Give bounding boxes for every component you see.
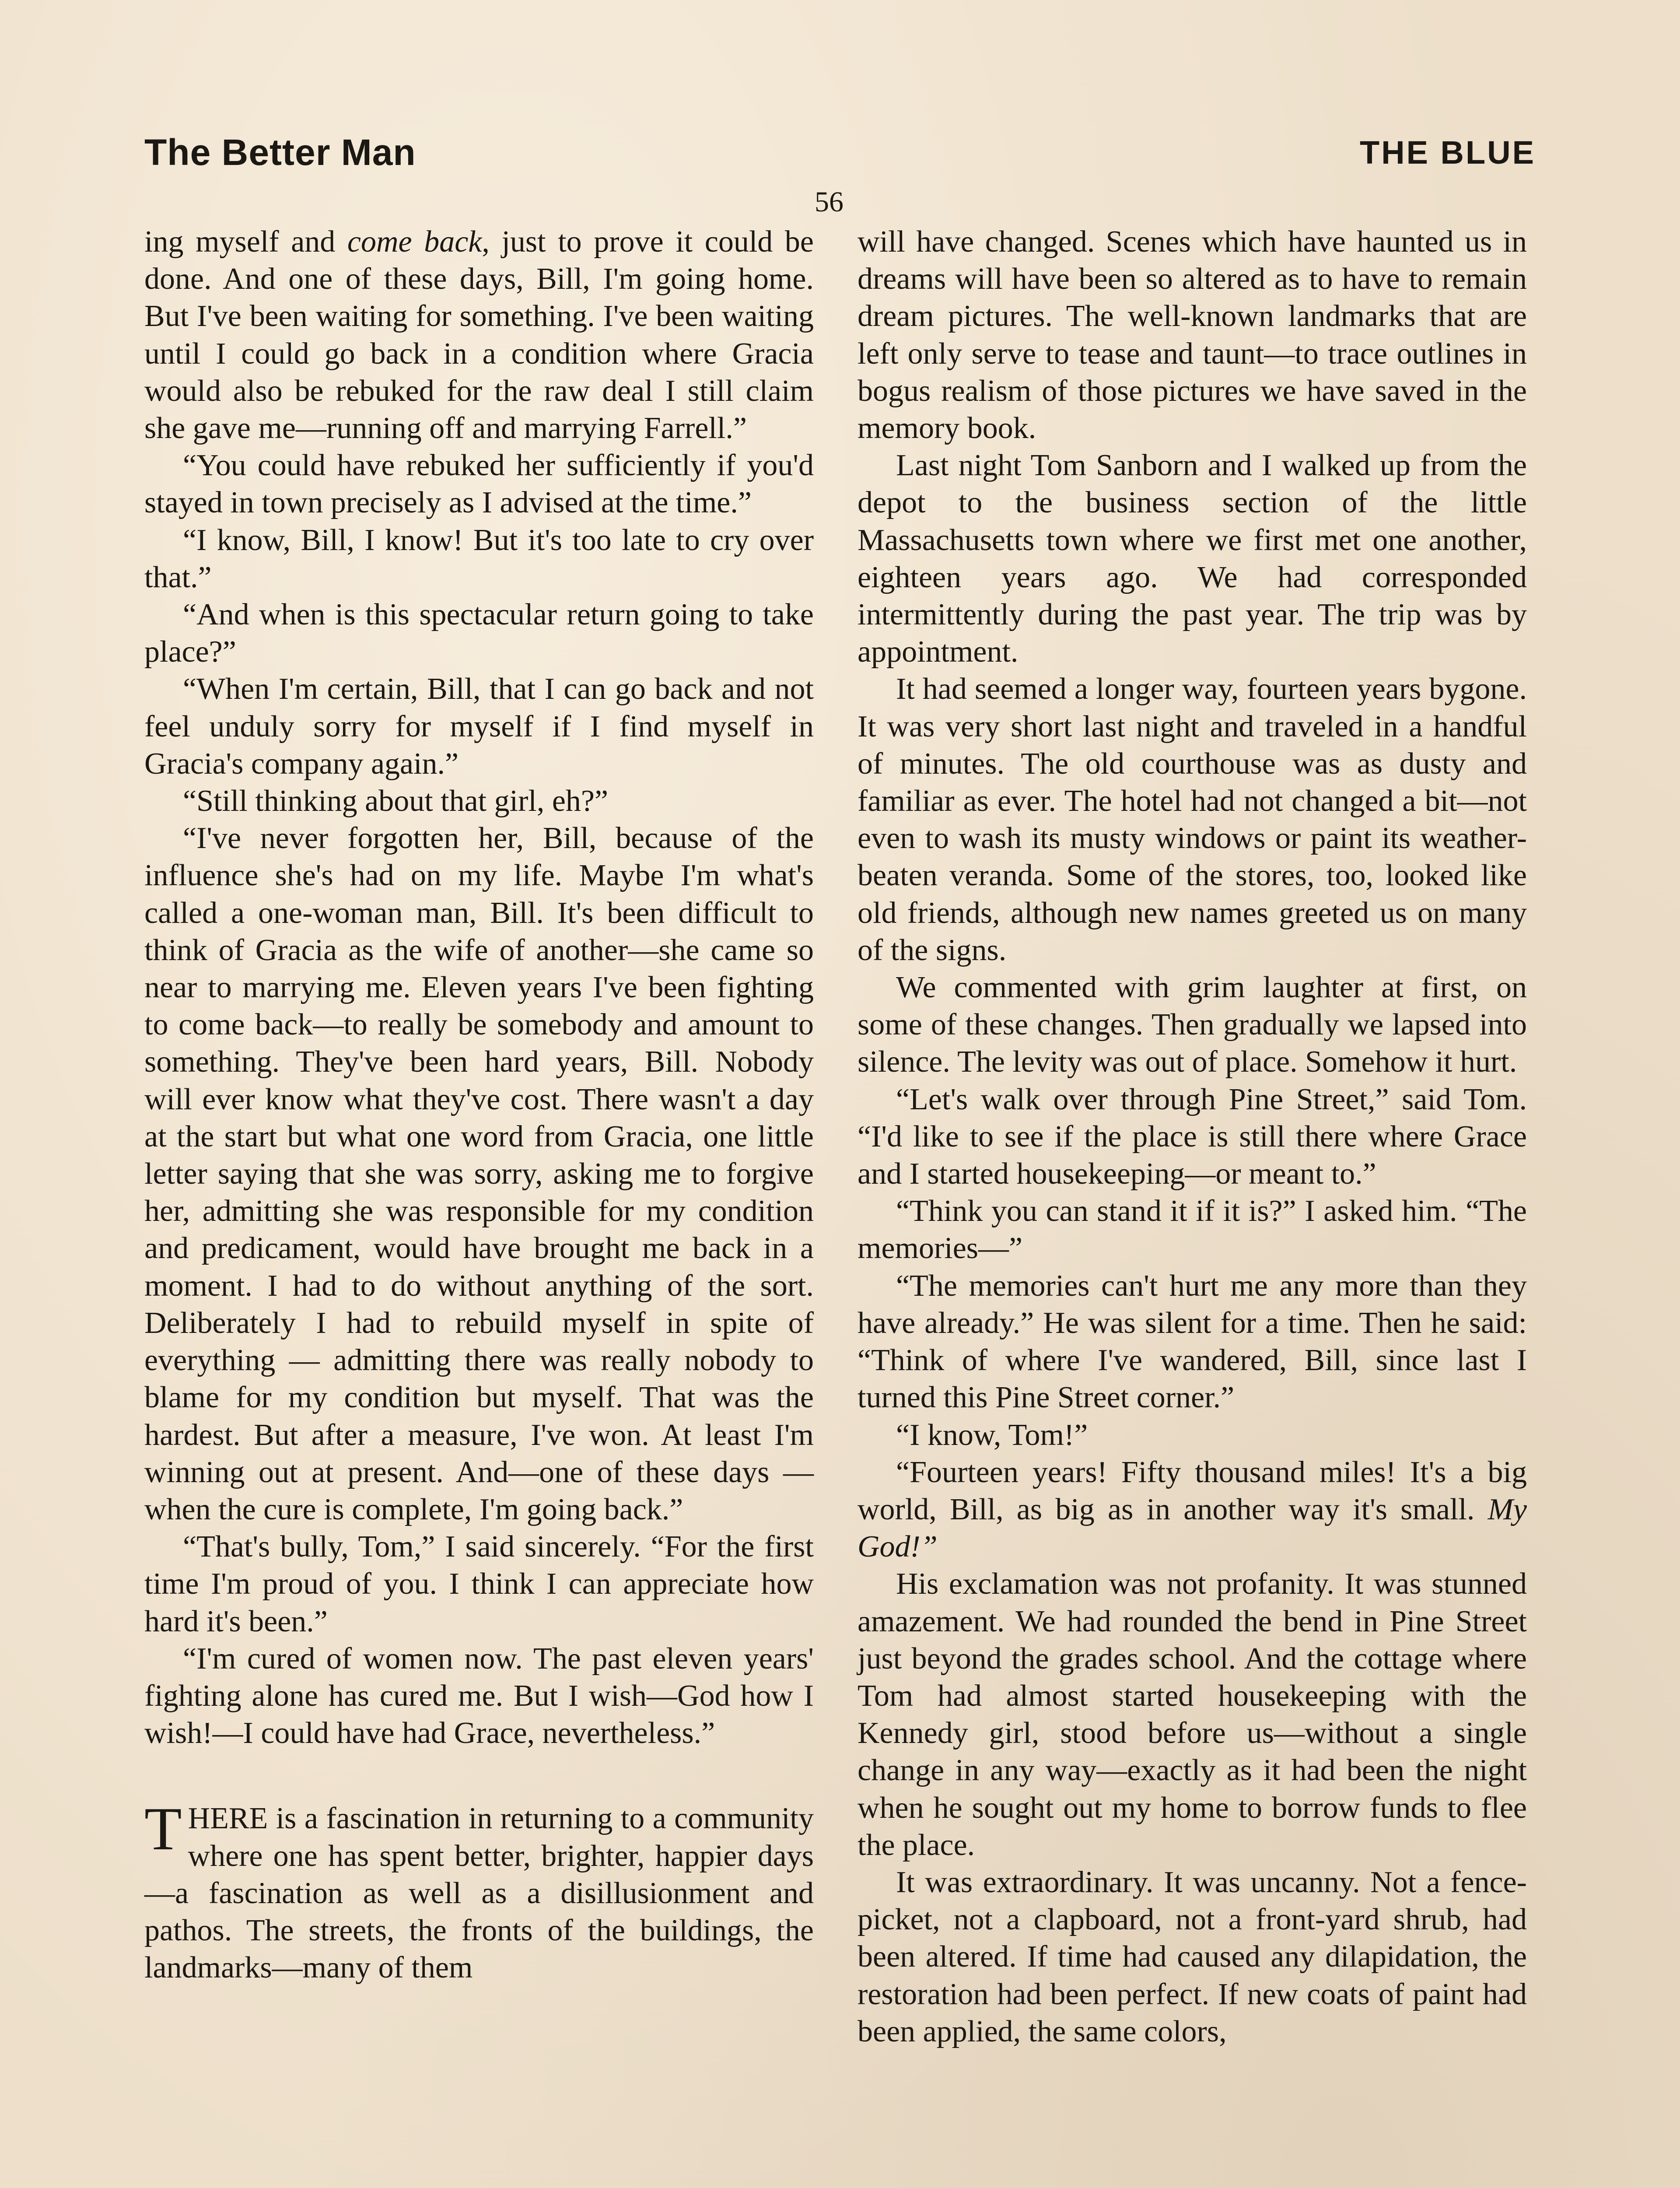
paragraph: Last night Tom Sanborn and I walked up from the depot to the business section of the little Massachusetts town where we first met one another, eighteen years ago. We had corresponded intermittently during the past year. The trip was by appointment.	[858, 449, 1527, 669]
paragraph-text: HERE is a fascination in returning to a community where one has spent better, brighter, happier days—a fascination as well as a disillusionment and pathos. The streets, the fronts of the buildings, the landmarks—many of them	[144, 1802, 814, 1985]
paragraph: “When I'm certain, Bill, that I can go back and not feel unduly sorry for myself if I find myself in Gracia's company again.”	[144, 672, 814, 781]
paragraph	[858, 1454, 1527, 1566]
paragraph: It was extraordinary. It was uncanny. Not a fence-picket, not a clapboard, not a front-yard shrub, had been altered. If time had caused any dilapidation, the restoration had been perfect. If new coats of paint had been applied, the same colors,	[858, 1865, 1527, 2048]
italic-phrase: come back	[347, 225, 482, 259]
paragraph: “You could have rebuked her sufficiently if you'd stayed in town precisely as I advised at the time.”	[144, 449, 814, 520]
paragraph: will have changed. Scenes which have haunted us in dreams will have been so altered as to have to remain dream pictures. The well-known landmarks that are left only serve to tease and taunt—to trace outlines in bogus realism of those pictures we have saved in the memory book.	[858, 225, 1527, 445]
paragraph-text: ing myself and come back, just to prove it could be done. And one of these days, Bill, I'm going home. But I've been waiting for something. I've been waiting until I could go back in a condition where Gracia would also be rebuked for the raw deal I still claim she gave me—running off and marrying Farrell.”	[144, 225, 814, 445]
paragraph: “I'm cured of women now. The past eleven years' fighting alone has cured me. But I wish—God how I wish!—I could have had Grace, nevertheless.”	[144, 1641, 814, 1750]
paragraph: “I know, Bill, I know! But it's too late to cry over that.”	[144, 523, 814, 594]
section-opening-paragraph	[144, 1795, 814, 1986]
running-head-story-title: The Better Man	[144, 132, 416, 173]
paragraph	[144, 223, 814, 447]
page-number: 56	[815, 186, 844, 218]
right-text-column	[858, 223, 1527, 2050]
paragraph: It had seemed a longer way, fourteen years bygone. It was very short last night and traveled in a handful of minutes. The old courthouse was as dusty and familiar as ever. The hotel had not changed a bit—not even to wash its musty windows or paint its weather-beaten veranda. Some of the stores, too, looked like old friends, although new names greeted us on many of the signs.	[858, 672, 1527, 967]
paragraph: His exclamation was not profanity. It was stunned amazement. We had rounded the bend in Pine Street just beyond the grades school. And the cottage where Tom had almost started housekeeping with the Kennedy girl, stood before us—without a single change in any way—exactly as it had been the night when he sought out my home to borrow funds to flee the place.	[858, 1567, 1527, 1862]
paragraph: “I've never forgotten her, Bill, because of the influence she's had on my life. Maybe I'm what's called a one-woman man, Bill. It's been difficult to think of Gracia as the wife of another—she came so near to marrying me. Eleven years I've been fighting to come back—to really be somebody and amount to something. They've been hard years, Bill. Nobody will ever know what they've cost. There wasn't a day at the start but what one word from Gracia, one little letter saying that she was sorry, asking me to forgive her, admitting she was responsible for my condition and predicament, would have brought me back in a moment. I had to do without anything of the sort. Deliberately I had to rebuild myself in spite of everything — admitting there was really nobody to blame for my condition but myself. That was the hardest. But after a measure, I've won. At least I'm winning out at present. And—one of these days —when the cure is complete, I'm going back.”	[144, 821, 814, 1526]
paragraph: “Think you can stand it if it is?” I asked him. “The memories—”	[858, 1194, 1527, 1266]
paragraph: “I know, Tom!”	[896, 1418, 1088, 1452]
drop-cap: T	[144, 1795, 182, 1863]
paragraph: “The memories can't hurt me any more than they have already.” He was silent for a time. Then he said: “Think of where I've wandered, Bill, since last I turned this Pine Street corner.”	[858, 1269, 1527, 1415]
paragraph: “That's bully, Tom,” I said sincerely. “For the first time I'm proud of you. I think I can appreciate how hard it's been.”	[144, 1530, 814, 1638]
paragraph-text: “Fourteen years! Fifty thousand miles! It's a big world, Bill, as big as in another way it's small.	[858, 1455, 1527, 1526]
running-head-magazine-title: THE BLUE	[1360, 134, 1536, 171]
left-text-column	[144, 223, 814, 1986]
paragraph: “Still thinking about that girl, eh?”	[183, 784, 609, 818]
paragraph: We commented with grim laughter at first, on some of these changes. Then gradually we lapsed into silence. The levity was out of place. Somehow it hurt.	[858, 971, 1527, 1079]
paragraph: “And when is this spectacular return going to take place?”	[144, 598, 814, 669]
italic-exclamation: My God!”	[858, 1492, 1527, 1564]
paragraph: “Let's walk over through Pine Street,” said Tom. “I'd like to see if the place is still there where Grace and I started housekeeping—or meant to.”	[858, 1082, 1527, 1191]
